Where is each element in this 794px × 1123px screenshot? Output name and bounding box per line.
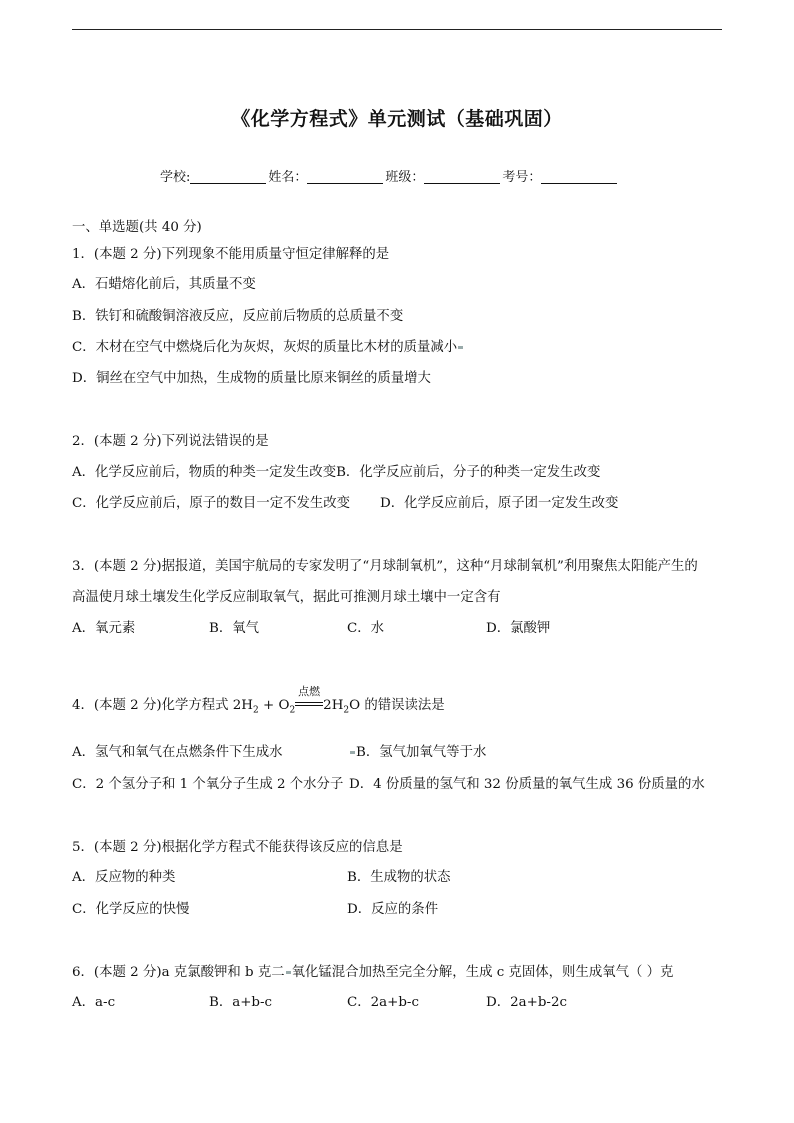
q3-stem-line2: 高温使月球土壤发生化学反应制取氧气，据此可推测月球土壤中一定含有 xyxy=(72,590,501,605)
q5-option-c: C．化学反应的快慢 xyxy=(72,902,190,917)
scan-mark xyxy=(350,751,355,754)
header-rule xyxy=(72,29,722,30)
q4-option-c: C．2 个氢分子和 1 个氧分子生成 2 个水分子 xyxy=(72,777,344,792)
exam-no-blank[interactable] xyxy=(541,169,617,184)
school-blank[interactable] xyxy=(190,169,266,184)
q1-option-d: D．铜丝在空气中加热，生成物的质量比原来铜丝的质量增大 xyxy=(72,371,431,386)
q4-option-d: D．4 份质量的氢气和 32 份质量的氧气生成 36 份质量的水 xyxy=(349,777,705,792)
q2-option-d: D．化学反应前后，原子团一定发生改变 xyxy=(380,496,619,511)
q4-stem: 4．(本题 2 分)化学方程式 $2H_2 + O_2$ 点燃 $2H_2O$ 的错误读法是 xyxy=(72,685,445,716)
q2-stem: 2．(本题 2 分)下列说法错误的是 xyxy=(72,434,269,449)
q6-option-b: B．a+b-c xyxy=(209,995,273,1010)
q3-option-c: C．水 xyxy=(347,621,385,636)
double-line xyxy=(295,702,323,706)
scan-mark xyxy=(286,971,291,974)
q2-option-ab: A．化学反应前后，物质的种类一定发生改变B．化学反应前后，分子的种类一定发生改变 xyxy=(72,465,601,480)
reaction-condition: 点燃 xyxy=(298,685,321,698)
q3-option-d: D．氯酸钾 xyxy=(486,621,551,636)
q4-option-b: B．氢气加氧气等于水 xyxy=(349,741,486,760)
q1-option-c: C．木材在空气中燃烧后化为灰烬，灰烬的质量比木材的质量减小 xyxy=(72,336,464,355)
q5-option-d: D．反应的条件 xyxy=(347,902,439,917)
q3-option-a: A．氧元素 xyxy=(72,621,136,636)
q6-stem: 6．(本题 2 分)a 克氯酸钾和 b 克二 氧化锰混合加热至完全分解，生成 c 克固体，则生成氧气（ ）克 xyxy=(72,965,674,980)
q5-option-b: B．生成物的状态 xyxy=(347,870,451,885)
q1-option-b: B．铁钉和硫酸铜溶液反应，反应前后物质的总质量不变 xyxy=(72,309,404,324)
q1-option-a: A．石蜡熔化前后，其质量不变 xyxy=(72,277,256,292)
name-blank[interactable] xyxy=(307,169,383,184)
class-blank[interactable] xyxy=(424,169,500,184)
section-heading: 一、单选题(共 40 分) xyxy=(72,220,202,235)
school-label: 学校: xyxy=(160,170,191,185)
q3-option-b: B．氧气 xyxy=(209,621,260,636)
reaction-arrow xyxy=(295,685,323,713)
q6-option-a: A．a-c xyxy=(72,995,116,1010)
q3-stem-line1: 3．(本题 2 分)据报道，美国宇航局的专家发明了“月球制氧机”，这种“月球制氧机”利用聚焦太阳能产生的 xyxy=(72,559,698,574)
q4-option-a: A．氢气和氧气在点燃条件下生成水 xyxy=(72,745,283,760)
q5-option-a: A．反应物的种类 xyxy=(72,870,176,885)
q2-option-c: C．化学反应前后，原子的数目一定不发生改变 xyxy=(72,496,351,511)
q1-stem: 1．(本题 2 分)下列现象不能用质量守恒定律解释的是 xyxy=(72,247,390,262)
exam-no-label: 考号： xyxy=(502,170,542,185)
q6-option-c: C．2a+b-c xyxy=(347,995,419,1010)
q5-stem: 5．(本题 2 分)根据化学方程式不能获得该反应的信息是 xyxy=(72,840,403,855)
page-title: 《化学方程式》单元测试（基础巩固） xyxy=(231,108,563,130)
q6-option-d: D．2a+b-2c xyxy=(486,995,567,1010)
class-label: 班级： xyxy=(385,170,425,185)
student-info-row xyxy=(160,166,619,185)
scan-mark xyxy=(458,346,463,349)
name-label: 姓名： xyxy=(268,170,308,185)
